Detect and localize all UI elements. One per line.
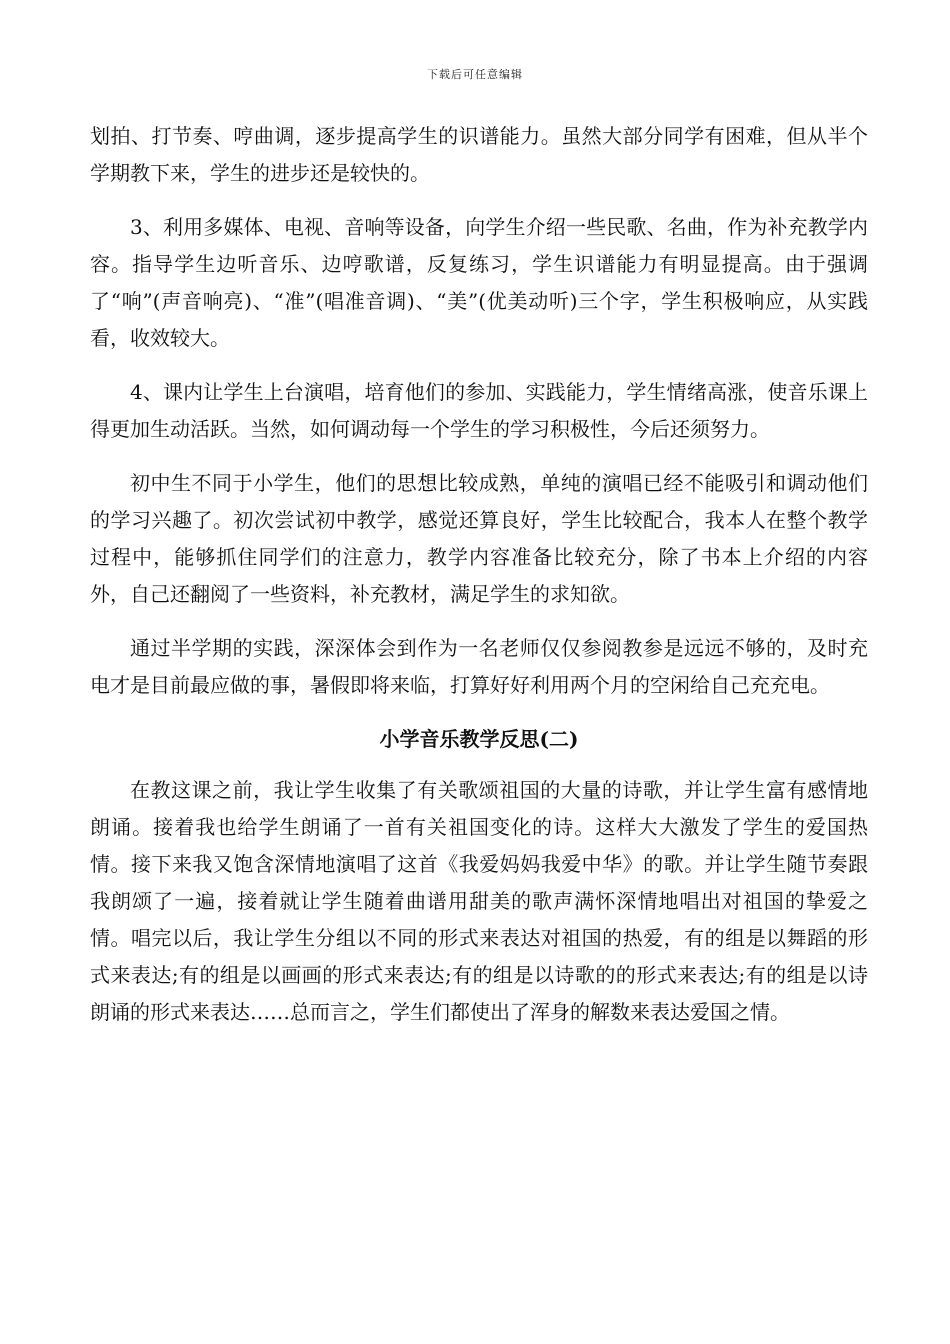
paragraph-conclusion: 通过半学期的实践，深深体会到作为一名老师仅仅参阅教参是远远不够的，及时充电才是目前最应做的事，暑假即将来临，打算好好利用两个月的空闲给自己充充电。 (90, 636, 868, 697)
document-body (90, 118, 868, 1048)
section-paragraph: 在教这课之前，我让学生收集了有关歌颂祖国的大量的诗歌，并让学生富有感情地朗诵。接着我也给学生朗诵了一首有关祖国变化的诗。这样大大激发了学生的爱国热情。接下来我又饱含深情地演唱了这首《我爱妈妈我爱中华》的歌。并让学生随节奏跟我朗颂了一遍，接着就让学生随着曲谱用甜美的歌声满怀深情地唱出对祖国的挚爱之情。唱完以后，我让学生分组以不同的形式来表达对祖国的热爱，有的组是以舞蹈的形式来表达;有的组是以画画的形式来表达;有的组是以诗歌的的形式来表达;有的组是以诗朗诵的形式来表达……总而言之，学生们都使出了浑身的解数来表达爱国之情。 (90, 778, 868, 1024)
paragraph-continuation: 划拍、打节奏、哼曲调，逐步提高学生的识谱能力。虽然大部分同学有困难，但从半个学期教下来，学生的进步还是较快的。 (90, 124, 868, 185)
page-header: 下载后可任意编辑 (427, 68, 523, 81)
paragraph-item-3: 3、利用多媒体、电视、音响等设备，向学生介绍一些民歌、名曲，作为补充教学内容。指导学生边听音乐、边哼歌谱，反复练习，学生识谱能力有明显提高。由于强调了“响”(声音响亮)、“准”(唱准音调)、“美”(优美动听)三个字，学生积极响应，从实践看，收效较大。 (90, 215, 868, 350)
section-title: 小学音乐教学反思(二) (379, 727, 579, 751)
paragraph-item-4: 4、课内让学生上台演唱，培育他们的参加、实践能力，学生情绪高涨，使音乐课上得更加生动活跃。当然，如何调动每一个学生的学习积极性，今后还须努力。 (90, 380, 868, 441)
paragraph-junior-students: 初中生不同于小学生，他们的思想比较成熟，单纯的演唱已经不能吸引和调动他们的学习兴趣了。初次尝试初中教学，感觉还算良好，学生比较配合，我本人在整个教学过程中，能够抓住同学们的注意力，教学内容准备比较充分，除了书本上介绍的内容外，自己还翻阅了一些资料，补充教材，满足学生的求知欲。 (90, 471, 868, 606)
